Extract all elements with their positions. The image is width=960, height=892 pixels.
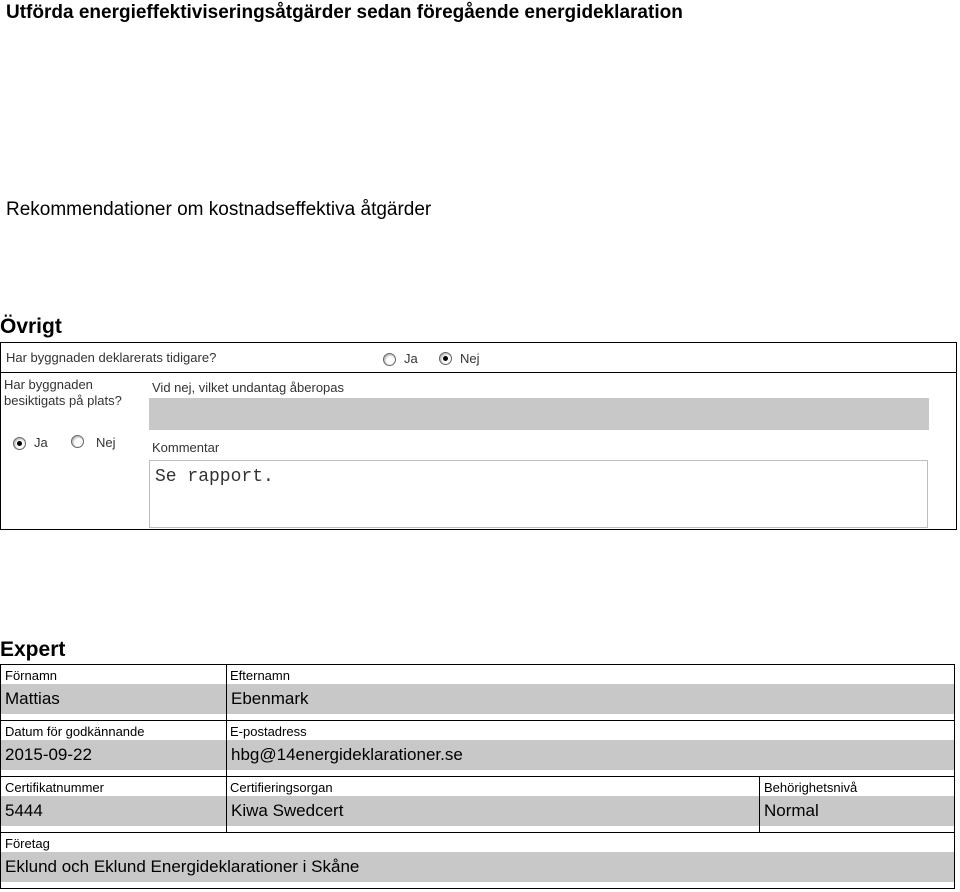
section-title-recommendations: Rekommendationer om kostnadseffektiva åtgärder (6, 199, 432, 220)
cert-body-label: Certifieringsorgan (230, 780, 333, 795)
inspected-no-label: Nej (96, 435, 116, 450)
cert-number-value: 5444 (1, 796, 226, 826)
row-divider (0, 720, 955, 721)
competence-label: Behörighetsnivå (764, 780, 858, 795)
last-name-label: Efternamn (230, 668, 290, 683)
declared-before-question: Har byggnaden deklarerats tidigare? (6, 350, 217, 365)
exception-label: Vid nej, vilket undantag åberopas (152, 380, 345, 395)
approval-date-value: 2015-09-22 (1, 740, 226, 770)
competence-value: Normal (760, 796, 954, 826)
inspected-yes-radio[interactable] (13, 437, 26, 450)
approval-date-label: Datum för godkännande (5, 724, 145, 739)
inspected-no-radio[interactable] (71, 435, 84, 448)
declared-before-yes-label: Ja (404, 351, 418, 366)
section-title-expert: Expert (0, 638, 66, 661)
section-title-other: Övrigt (0, 315, 62, 338)
inspected-yes-label: Ja (34, 435, 48, 450)
divider (1, 372, 956, 373)
exception-field[interactable] (149, 398, 929, 430)
cert-number-label: Certifikatnummer (5, 780, 104, 795)
row-divider (0, 776, 955, 777)
email-value: hbg@14energideklarationer.se (227, 740, 954, 770)
declared-before-no-radio[interactable] (439, 352, 452, 365)
email-label: E-postadress (230, 724, 307, 739)
inspected-question: Har byggnaden besiktigats på plats? (4, 377, 122, 408)
first-name-label: Förnamn (5, 668, 58, 683)
company-value: Eklund och Eklund Energideklarationer i Skåne (1, 852, 954, 882)
company-label: Företag (5, 836, 50, 851)
declared-before-no-label: Nej (460, 351, 480, 366)
declared-before-yes-radio[interactable] (383, 353, 396, 366)
section-title-measures: Utförda energieffektiviseringsåtgärder sedan föregående energideklaration (6, 2, 683, 23)
last-name-value: Ebenmark (227, 684, 954, 714)
comment-field[interactable] (149, 460, 928, 528)
comment-label: Kommentar (152, 440, 220, 455)
comment-value: Se rapport. (155, 467, 274, 487)
row-divider (0, 832, 955, 833)
cert-body-value: Kiwa Swedcert (227, 796, 759, 826)
first-name-value: Mattias (1, 684, 226, 714)
